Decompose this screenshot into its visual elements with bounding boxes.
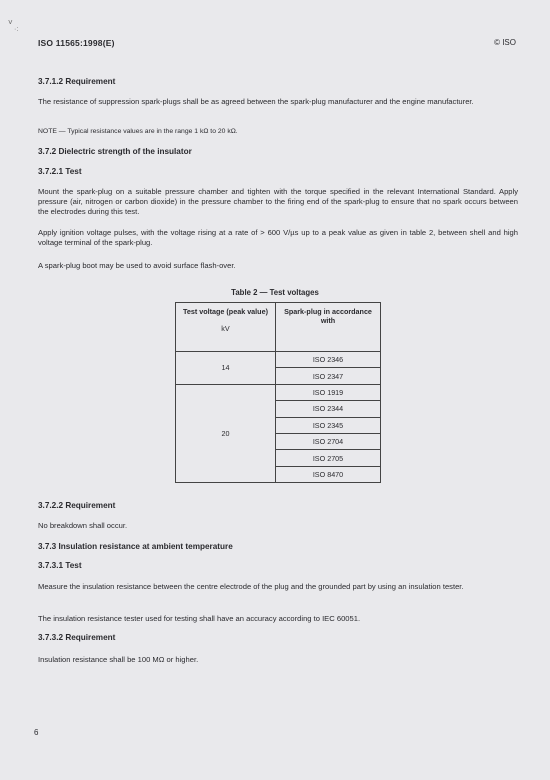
table-cell-voltage: 20 [176, 384, 276, 482]
page-number: 6 [34, 728, 39, 737]
paragraph: The insulation resistance tester used for testing shall have an accuracy according to IEC 60051. [38, 614, 361, 623]
scan-mark: ˅ [8, 18, 13, 27]
section-heading: 3.7.2.2 Requirement [38, 501, 116, 510]
table-cell: ISO 1919 [276, 384, 381, 400]
test-voltages-table [175, 302, 381, 483]
paragraph: Measure the insulation resistance between the centre electrode of the plug and the grounded part by using an insulation tester. [38, 582, 464, 591]
table-caption: Table 2 — Test voltages [231, 288, 319, 297]
section-heading: 3.7.2.1 Test [38, 167, 82, 176]
section-heading: 3.7.3 Insulation resistance at ambient temperature [38, 542, 233, 551]
table-cell: ISO 2345 [276, 417, 381, 433]
table-cell: ISO 8470 [276, 466, 381, 482]
table-cell: ISO 2347 [276, 368, 381, 384]
paragraph: Insulation resistance shall be 100 MΩ or higher. [38, 655, 199, 664]
table-cell-voltage: 14 [176, 352, 276, 385]
standard-number: ISO 11565:1998(E) [38, 38, 115, 48]
table-cell: ISO 2704 [276, 433, 381, 449]
paragraph: Apply ignition voltage pulses, with the voltage rising at a rate of > 600 V/µs up to a peak value as given in table 2, between shell and high voltage terminal of the spark-plug. [38, 228, 518, 247]
section-heading: 3.7.1.2 Requirement [38, 77, 116, 86]
table-header-standard: Spark-plug in accordance with [276, 303, 381, 352]
table-header-voltage: Test voltage (peak value) kV [176, 303, 276, 352]
section-heading: 3.7.2 Dielectric strength of the insulator [38, 147, 192, 156]
section-heading: 3.7.3.2 Requirement [38, 633, 116, 642]
paragraph: No breakdown shall occur. [38, 521, 128, 530]
table-cell: ISO 2344 [276, 401, 381, 417]
paragraph: The resistance of suppression spark-plugs shall be as agreed between the spark-plug manufacturer and the engine manufacturer. [38, 97, 474, 106]
unit: kV [221, 324, 230, 333]
note: NOTE — Typical resistance values are in the range 1 kΩ to 20 kΩ. [38, 128, 238, 135]
paragraph: Mount the spark-plug on a suitable pressure chamber and tighten with the torque specified in the relevant International Standard. Apply pressure (air, nitrogen or carbon dioxide) in the pressure chamber to the firing end of the spark-plug to ensure that no spark occurs between the electrodes during this test. [38, 187, 518, 216]
section-heading: 3.7.3.1 Test [38, 561, 82, 570]
table-cell: ISO 2705 [276, 450, 381, 466]
paragraph: A spark-plug boot may be used to avoid surface flash-over. [38, 261, 236, 270]
copyright: © ISO [494, 38, 516, 47]
table-cell: ISO 2346 [276, 352, 381, 368]
scan-mark: ·: [14, 26, 19, 33]
